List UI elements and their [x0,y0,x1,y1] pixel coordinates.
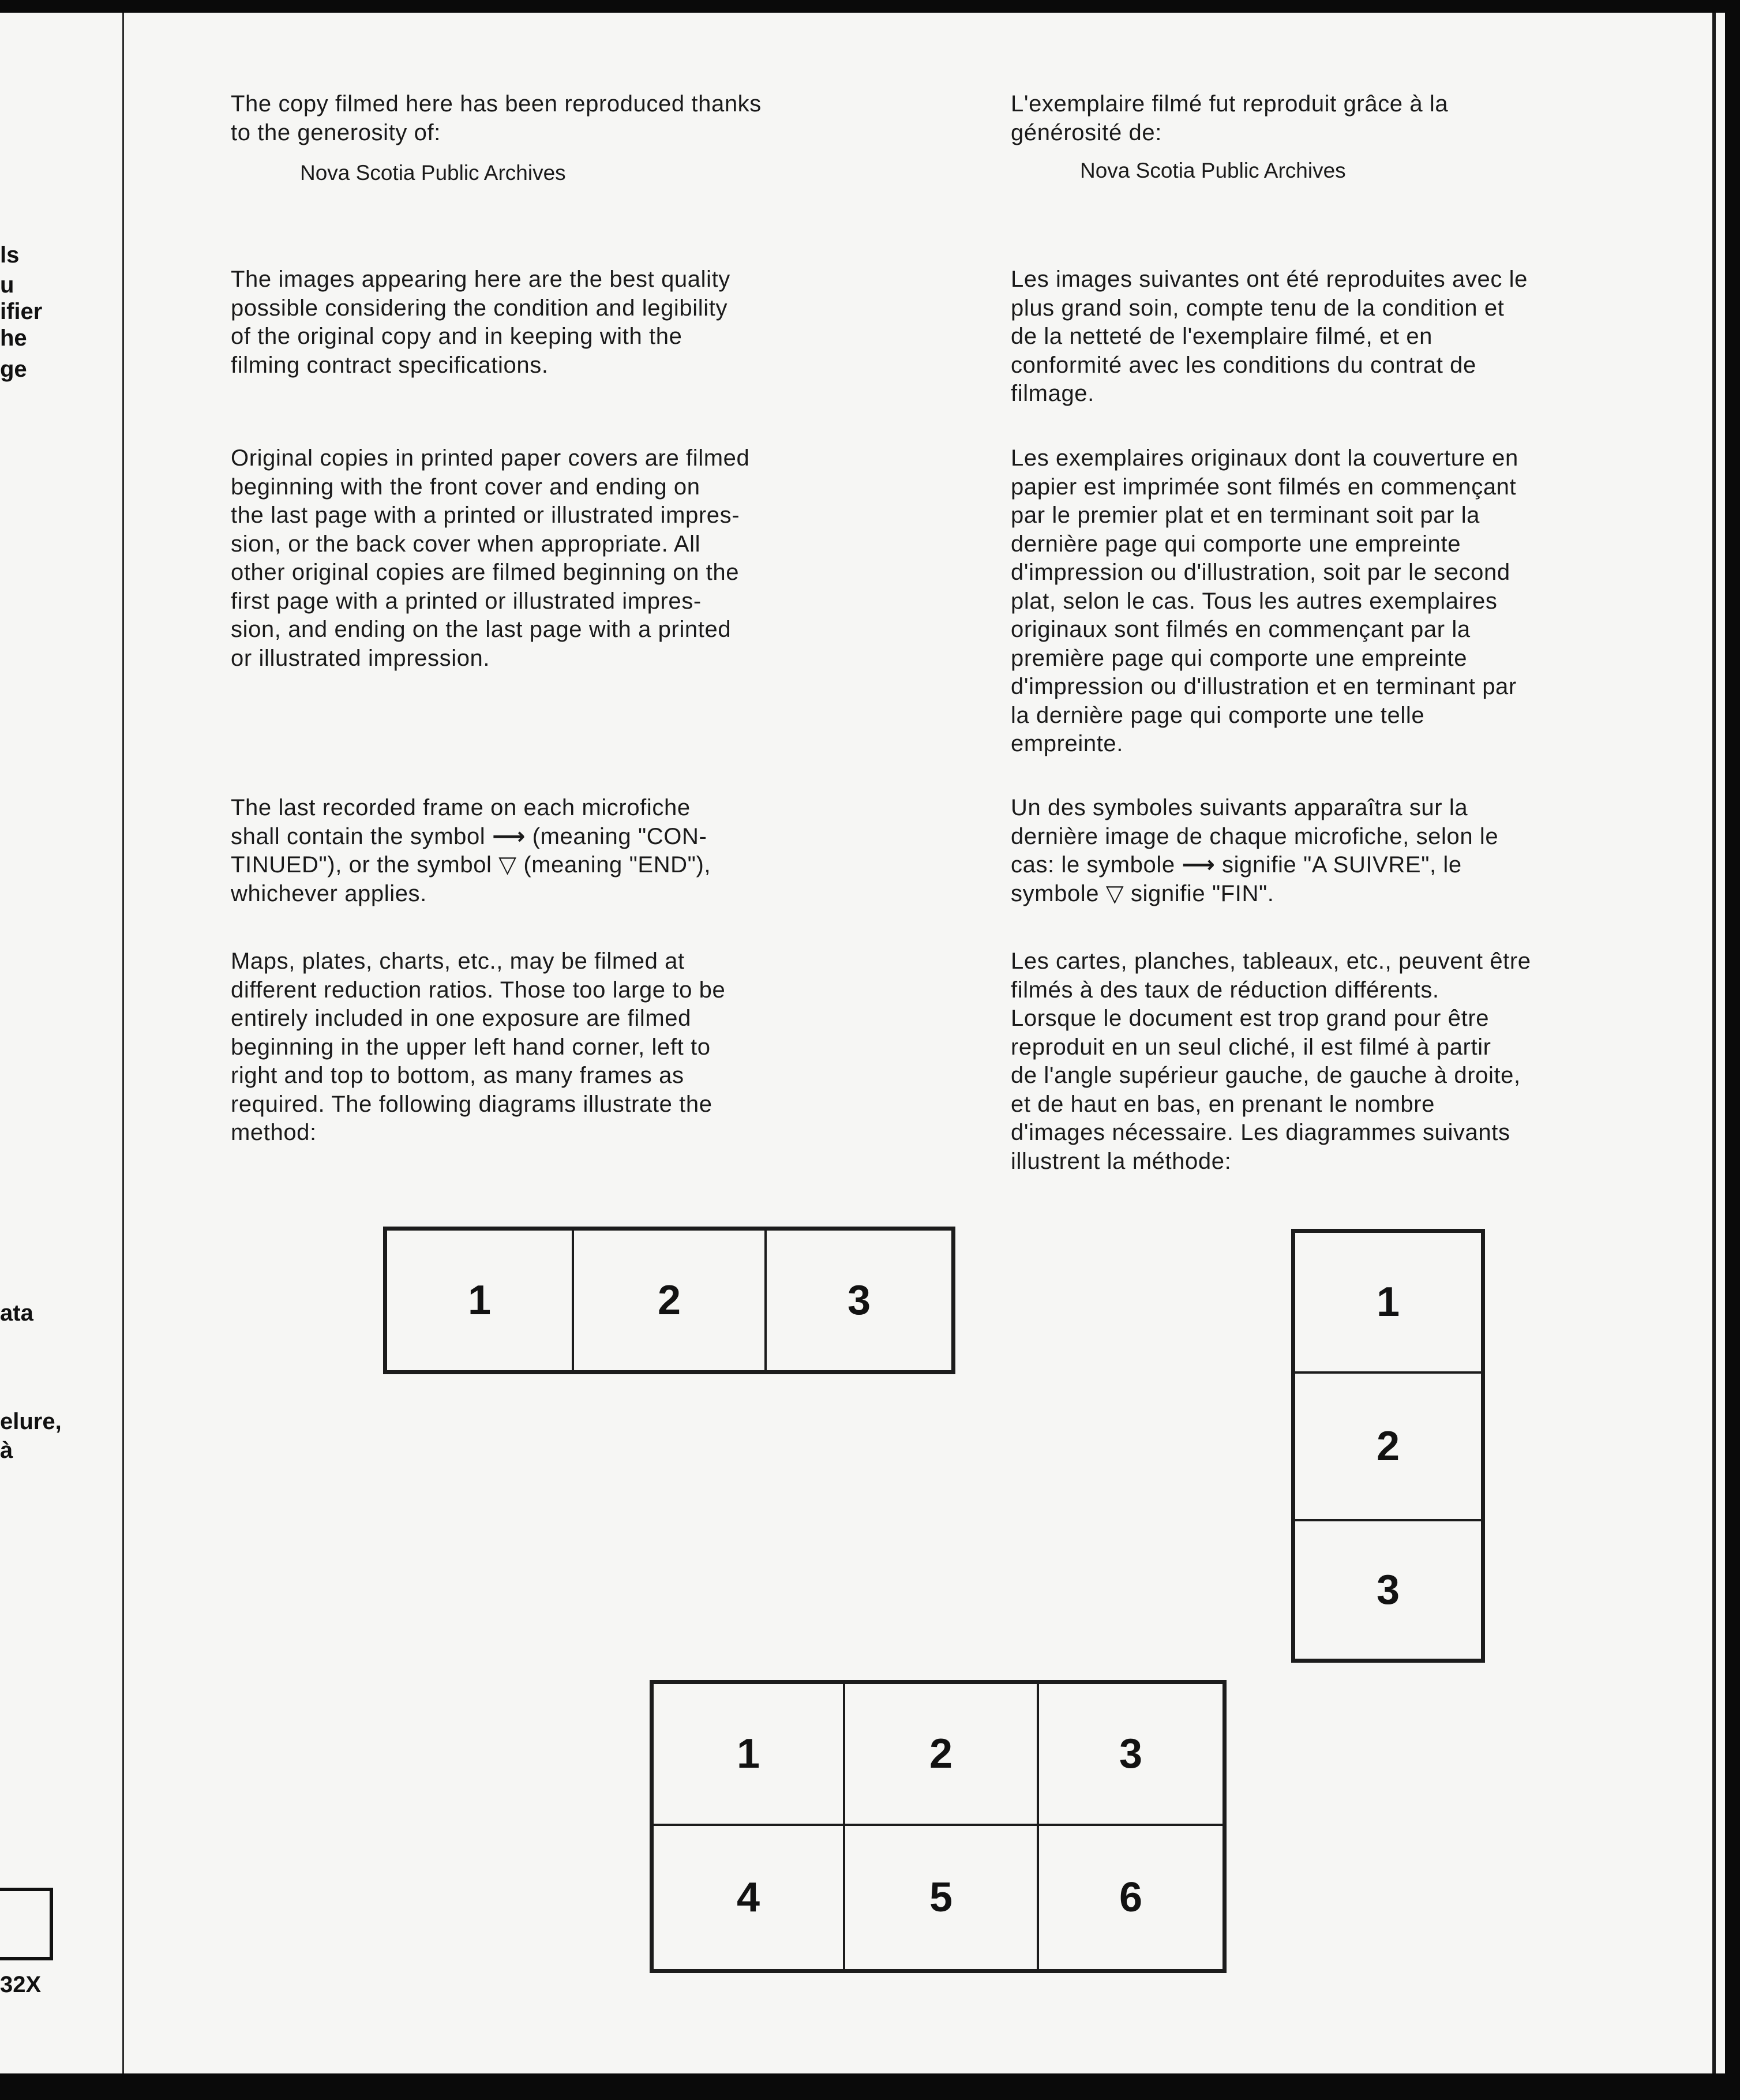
grid-frames-diagram [650,1680,1227,1973]
previous-page-edge [0,13,133,2073]
frame-cell: 3 [1038,1683,1224,1825]
maps-paragraph: Maps, plates, charts, etc., may be filmed at different reduction ratios. Those too large to be entirely included in one exposure are filmed beginning in the upper left hand corner, left to right and top to bottom, as many frames as required. The following diagrams illustrate the method: [231,948,726,1145]
symbols-text: (meaning "END"), whichever applies. [231,852,711,906]
credit-intro: L'exemplaire filmé fut reproduit grâce à la générosité de: [1011,91,1449,145]
institution-name: Nova Scotia Public Archives [1080,159,1346,182]
symbols-text: (meaning "CON- TINUED"), or the symbol [231,823,707,877]
fragment-text: ls [0,242,20,268]
page-fold-line [122,13,124,2073]
frame-cell: 4 [652,1825,844,1970]
frame-cell: 2 [573,1229,766,1371]
frame-cell: 1 [386,1229,573,1371]
frame-cell: 3 [1294,1520,1482,1660]
fragment-text: 32X [0,1972,42,1997]
quality-paragraph: Les images suivantes ont été reproduites avec le plus grand soin, compte tenu de la condition et de la netteté de l'exemplaire filmé, et en conformité avec les conditions du contrat de filmage. [1011,267,1528,406]
symbols-text: signifie "FIN". [1124,880,1274,906]
credit-intro: The copy filmed here has been reproduced thanks to the generosity of: [231,91,762,145]
fragment-text: à [0,1438,13,1463]
fragment-text: elure, [0,1409,62,1434]
page-right-edge [1712,13,1716,2073]
frame-cell: 1 [1294,1232,1482,1372]
frame-marker-box [0,1888,53,1960]
symbols-paragraph [1011,794,1498,908]
institution-name: Nova Scotia Public Archives [300,161,566,185]
covers-paragraph: Les exemplaires originaux dont la couverture en papier est imprimée sont filmés en commençant par le premier plat et en terminant soit par la dernière page qui comporte une empreinte d'impression ou d'illustration, soit par le second plat, selon le cas. Tous les autres exemplaires originaux sont filmés en commençant par la première page qui comporte une empreinte d'impression ou d'illustration et en terminant par la dernière page qui comporte une telle empreinte. [1011,445,1518,756]
continued-arrow-icon: ⟶ [1182,852,1216,877]
symbols-text: Un des symboles suivants apparaîtra sur la dernière image de chaque microfiche, selon le cas: le symbole [1011,795,1499,877]
continued-arrow-icon: ⟶ [492,823,526,849]
covers-paragraph: Original copies in printed paper covers are filmed beginning with the front cover and ending on the last page with a printed or illustrated impres- sion, or the back cover when appropriate. All other original copies are filmed beginning on the first page with a printed or illustrated impres- sion, and ending on the last page with a printed or illustrated impression. [231,445,750,671]
frame-cell: 3 [766,1229,952,1371]
vertical-frames-diagram [1291,1229,1485,1663]
frame-cell: 2 [844,1683,1038,1825]
frame-cell: 1 [652,1683,844,1825]
end-triangle-icon: ▽ [498,852,517,877]
scan-bottom-border [0,2073,1740,2100]
scanned-page [0,13,1725,2073]
quality-paragraph: The images appearing here are the best quality possible considering the condition and legibility of the original copy and in keeping with the filming contract specifications. [231,267,730,378]
frame-cell: 2 [1294,1372,1482,1520]
symbols-paragraph [231,794,711,908]
fragment-text: ata [0,1300,33,1326]
frame-cell: 6 [1038,1825,1224,1970]
fragment-text: u [0,272,14,298]
symbols-text: signifie "A SUIVRE", le symbole [1011,852,1462,906]
maps-paragraph: Les cartes, planches, tableaux, etc., peuvent être filmés à des taux de réduction différents. Lorsque le document est trop grand pour être reproduit en un seul cliché, il est filmé à partir de l'angle supérieur gauche, de gauche à droite, et de haut en bas, en prenant le nombre d'images nécessaire. Les diagrammes suivants illustrent la méthode: [1011,948,1531,1174]
fragment-text: ifier [0,299,43,324]
fragment-text: ge [0,357,27,382]
symbols-text: The last recorded frame on each microfiche shall contain the symbol [231,795,691,849]
horizontal-frames-diagram [383,1227,955,1374]
fragment-text: he [0,325,27,351]
end-triangle-icon: ▽ [1105,880,1124,906]
frame-cell: 5 [844,1825,1038,1970]
